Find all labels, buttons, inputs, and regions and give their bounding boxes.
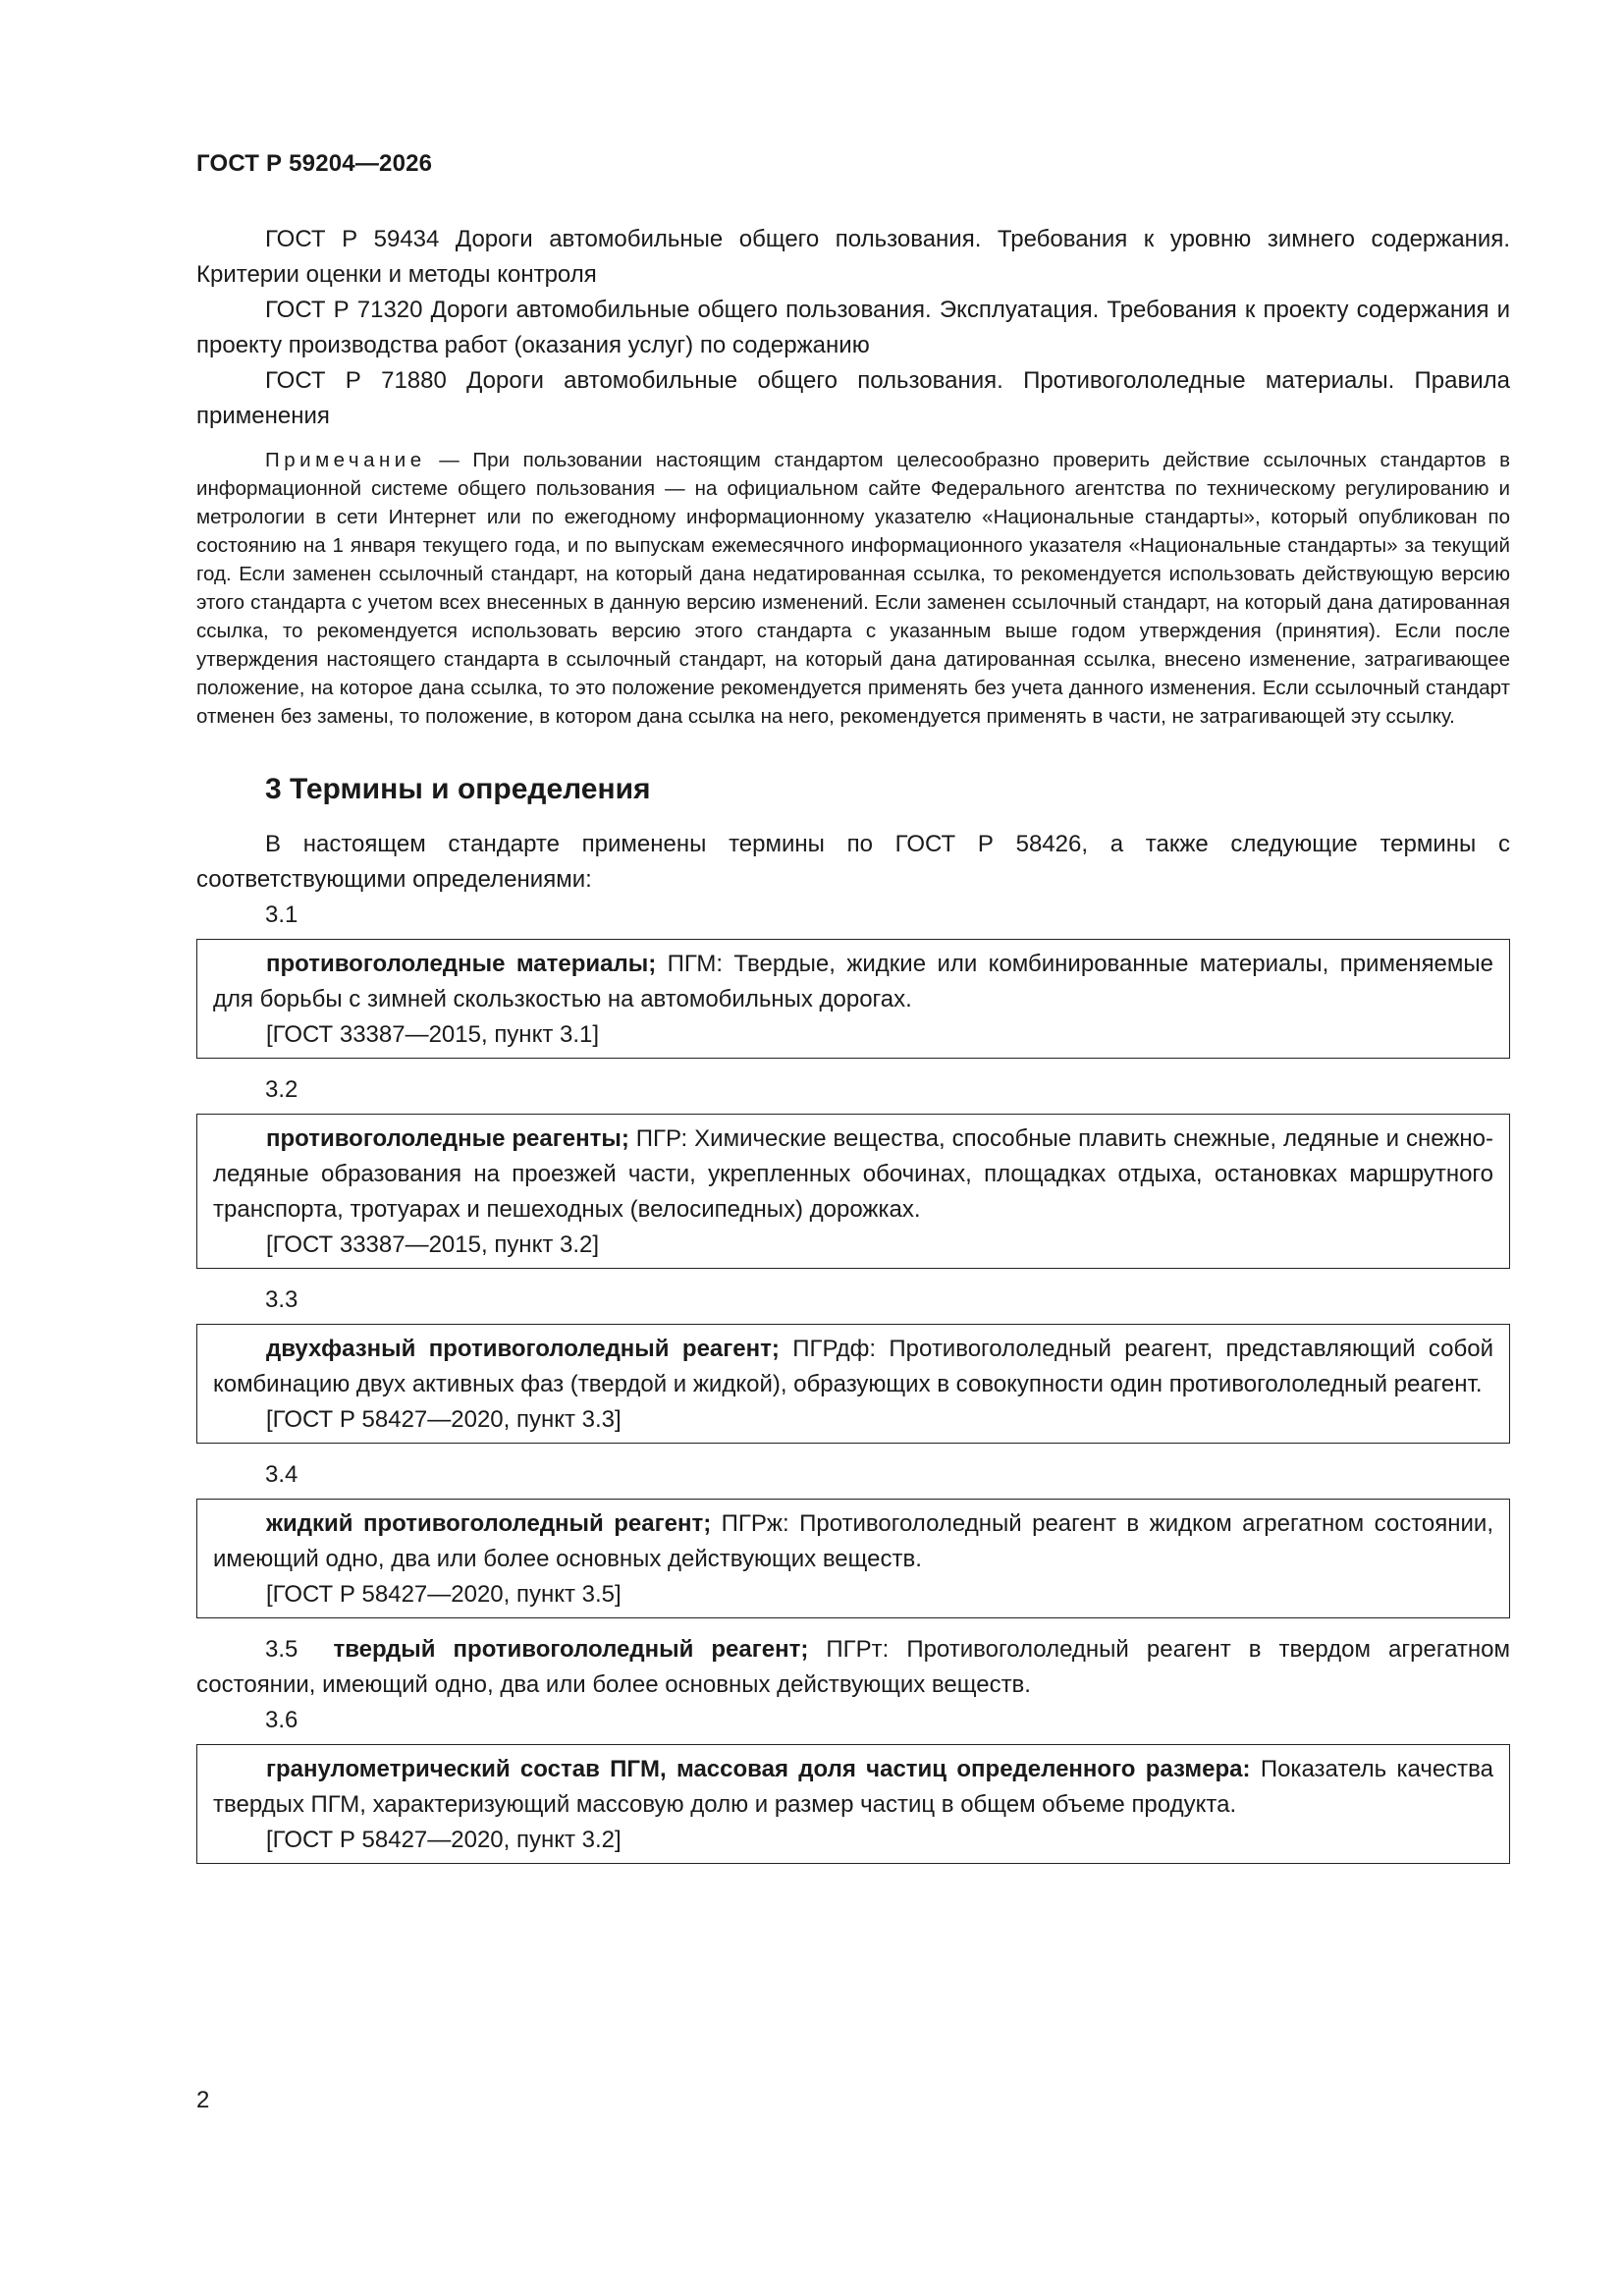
document-header-title: ГОСТ Р 59204—2026 [196, 150, 433, 177]
term-definition [213, 1506, 1493, 1577]
section-heading: 3 Термины и определения [265, 773, 651, 805]
note-paragraph [196, 446, 1510, 731]
term-number: 3.5 [265, 1636, 298, 1663]
term-name: противогололедные материалы; [266, 951, 657, 977]
term-source-reference: [ГОСТ 33387—2015, пункт 3.2] [266, 1231, 600, 1258]
term-source-reference: [ГОСТ Р 58427—2020, пункт 3.5] [266, 1581, 622, 1608]
term-text: ПГРдф: Противогололедный реагент, представляющий собой комбинацию двух активных фаз (твердой и жидкой), образующих в совокупности один противогололедный реагент. [213, 1336, 1493, 1397]
term-box [196, 939, 1510, 1059]
note-label: Примечание [265, 449, 426, 471]
term-text: Показатель качества твердых ПГМ, характеризующий массовую долю и размер частиц в общем объеме продукта. [213, 1756, 1493, 1818]
term-number: 3.6 [265, 1707, 298, 1733]
page-content [196, 222, 1510, 1878]
term-name: жидкий противогололедный реагент; [266, 1510, 712, 1537]
term-source-reference: [ГОСТ 33387—2015, пункт 3.1] [266, 1021, 600, 1048]
term-name: двухфазный противогололедный реагент; [266, 1336, 780, 1362]
page-number: 2 [196, 2087, 210, 2113]
term-name: твердый противогололедный реагент; [333, 1636, 809, 1663]
term-definition [213, 1752, 1493, 1823]
term-number: 3.1 [265, 902, 298, 928]
term-definition [213, 1121, 1493, 1228]
term-name: противогололедные реагенты; [266, 1125, 629, 1152]
term-text: ПГРж: Противогололедный реагент в жидком агрегатном состоянии, имеющий одно, два или более основных действующих веществ. [213, 1510, 1493, 1572]
term-text: ПГМ: Твердые, жидкие или комбинированные материалы, применяемые для борьбы с зимней скользкостью на автомобильных дорогах. [213, 951, 1494, 1012]
term-box [196, 1324, 1510, 1444]
term-number: 3.2 [265, 1076, 298, 1103]
term-text: ПГР: Химические вещества, способные плавить снежные, ледяные и снежно-ледяные образования на проезжей части, укрепленных обочинах, площадках отдыха, остановках маршрутного транспорта, тротуарах и пешеходных (велосипедных) дорожках. [213, 1125, 1494, 1223]
term-number: 3.3 [265, 1286, 298, 1313]
term-definition [213, 1332, 1493, 1402]
term-number: 3.4 [265, 1461, 298, 1488]
term-source-reference: [ГОСТ Р 58427—2020, пункт 3.2] [266, 1827, 622, 1853]
reference-item: ГОСТ Р 71320 Дороги автомобильные общего пользования. Эксплуатация. Требования к проекту содержания и проекту производства работ (оказания услуг) по содержанию [196, 297, 1510, 358]
term-name: гранулометрический состав ПГМ, массовая доля частиц определенного размера: [266, 1756, 1251, 1782]
term-definition [213, 947, 1493, 1017]
term-source-reference: [ГОСТ Р 58427—2020, пункт 3.3] [266, 1406, 622, 1433]
reference-item: ГОСТ Р 59434 Дороги автомобильные общего пользования. Требования к уровню зимнего содержания. Критерии оценки и методы контроля [196, 226, 1510, 288]
note-text: — При пользовании настоящим стандартом целесообразно проверить действие ссылочных стандартов в информационной системе общего пользования — на официальном сайте Федерального агентства по техническому регулированию и метрологии в сети Интернет или по ежегодному информационному указателю «Национальные стандарты», который опубликован по состоянию на 1 января текущего года, и по выпускам ежемесячного информационного указателя «Национальные стандарты» за текущий год. Если заменен ссылочный стандарт, на который дана недатированная ссылка, то рекомендуется использовать действующую версию этого стандарта с учетом всех внесенных в данную версию изменений. Если заменен ссылочный стандарт, на который дана датированная ссылка, то рекомендуется использовать версию этого стандарта с указанным выше годом утверждения (принятия). Если после утверждения настоящего стандарта в ссылочный стандарт, на который дана датированная ссылка, внесено изменение, затрагивающее положение, на которое дана ссылка, то это положение рекомендуется применять без учета данного изменения. Если ссылочный стандарт отменен без замены, то положение, в котором дана ссылка на него, рекомендуется применять в части, не затрагивающей эту ссылку. [196, 449, 1510, 728]
term-box [196, 1744, 1510, 1864]
reference-item: ГОСТ Р 71880 Дороги автомобильные общего пользования. Противогололедные материалы. Правила применения [196, 367, 1510, 429]
term-definition-inline [196, 1632, 1510, 1703]
term-box [196, 1114, 1510, 1269]
section-intro: В настоящем стандарте применены термины по ГОСТ Р 58426, а также следующие термины с соответствующими определениями: [196, 831, 1510, 893]
term-text: ПГРт: Противогололедный реагент в твердом агрегатном состоянии, имеющий одно, два или более основных действующих веществ. [196, 1636, 1510, 1698]
term-box [196, 1499, 1510, 1618]
